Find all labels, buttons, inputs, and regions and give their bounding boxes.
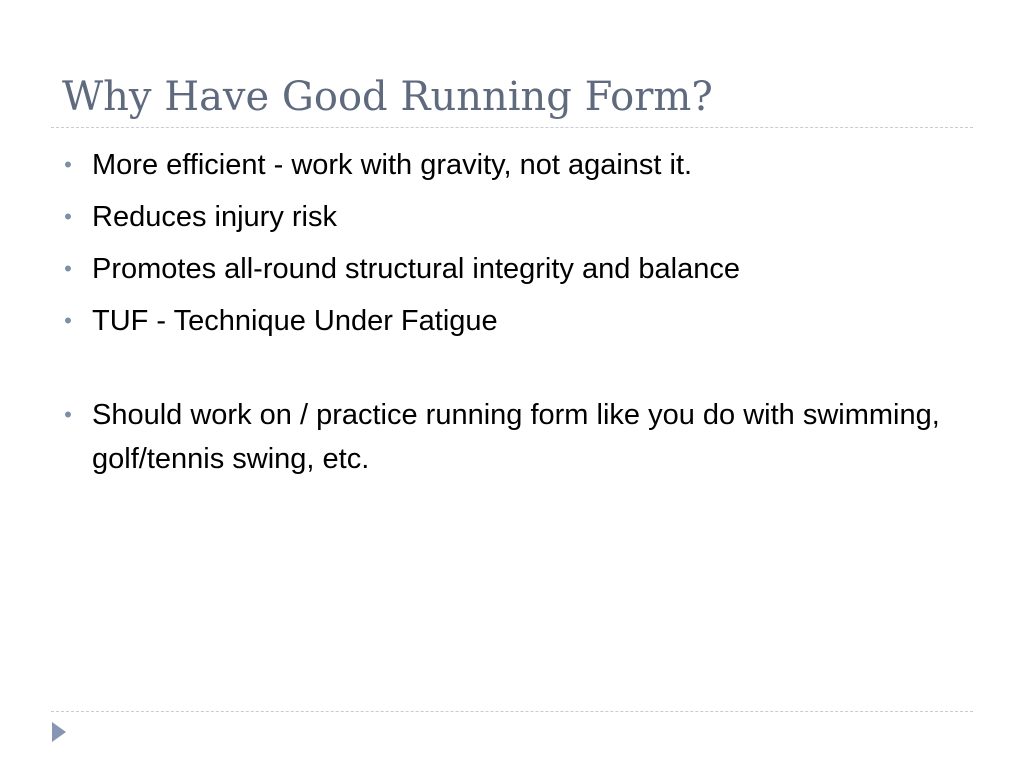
- bullet-text: Promotes all-round structural integrity and balance: [92, 253, 740, 285]
- bullet-list: [62, 143, 962, 489]
- bullet-icon: •: [64, 402, 72, 427]
- bullet-text: More efficient - work with gravity, not against it.: [92, 149, 693, 181]
- bullet-text: Reduces injury risk: [92, 201, 337, 233]
- bullet-icon: •: [64, 308, 72, 333]
- bullet-icon: •: [64, 152, 72, 177]
- list-item: [62, 143, 962, 187]
- footer-divider: [51, 711, 973, 712]
- bullet-icon: •: [64, 204, 72, 229]
- bullet-text: Should work on / practice running form like you do with swimming, golf/tennis swing, etc.: [92, 399, 940, 475]
- title-divider: [51, 127, 973, 128]
- list-item: [62, 247, 962, 291]
- slide-title: Why Have Good Running Form?: [62, 74, 713, 120]
- list-item: [62, 195, 962, 239]
- list-item: [62, 299, 962, 343]
- list-item: [62, 393, 962, 481]
- bullet-icon: •: [64, 256, 72, 281]
- bullet-text: TUF - Technique Under Fatigue: [92, 305, 498, 337]
- triangle-right-icon[interactable]: [52, 722, 66, 742]
